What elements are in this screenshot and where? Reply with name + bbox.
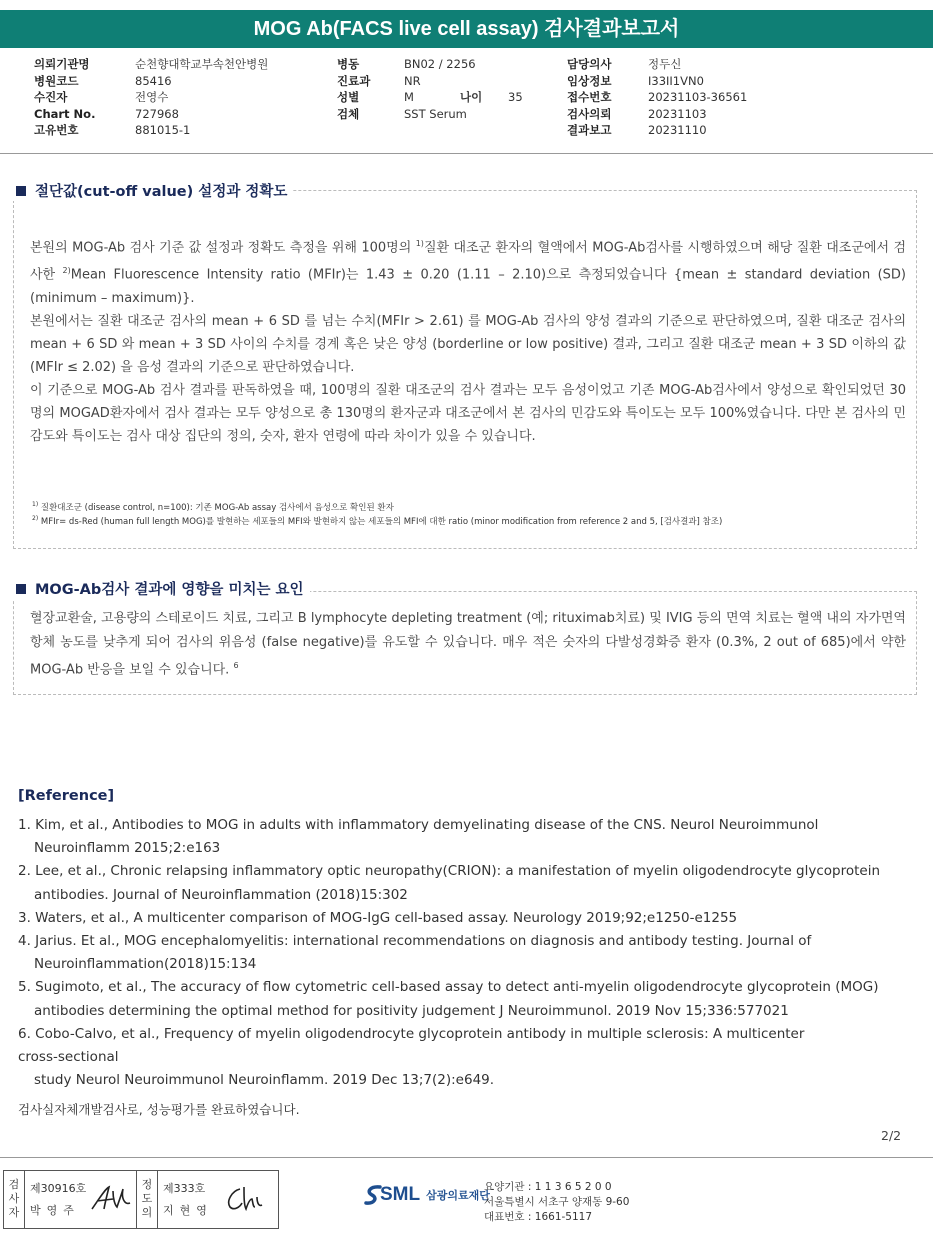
reference-item [18, 976, 918, 1022]
lab-phone: 대표번호 : 1661-5117 [484, 1211, 593, 1223]
footnote-mark: 2) [32, 515, 39, 523]
age-label: 나이 [460, 90, 483, 104]
footnote-text: MFIr= ds-Red (human full length MOG)를 발현하는 세포들의 MFI와 발현하지 않는 세포들의 MFI에 대한 ratio (minor modification from reference 2 and 5, [검사결과] 참조) [40, 517, 723, 527]
sml-logo-text: SML [380, 1184, 421, 1205]
reference-line: 3. Waters, et al., A multicenter comparison of MOG-IgG cell-based assay. Neurology 2019;92;e1250-e1255 [18, 909, 738, 926]
reference-item [18, 860, 918, 906]
reference-line: antibodies determining the optimal method for positivity judgement J Neuroimmunol. 2019 Nov 15;336:577021 [34, 1002, 789, 1019]
reference-line: 4. Jarius. Et al., MOG encephalomyelitis: international recommendations on diagnosis and antibody testing. Journal of [18, 933, 812, 950]
info-row-request-date [567, 106, 747, 123]
info-value: 20231103 [648, 106, 707, 121]
factors-section-heading [12, 578, 310, 599]
patient-info-col2 [337, 56, 523, 122]
info-label: 검체 [337, 106, 360, 121]
body-text: 본원에서는 질환 대조군 검사의 mean + 6 SD 를 넘는 수치(MFIr > 2.61) 를 MOG-Ab 검사의 양성 결과의 기준으로 판단하였으며, 질환 대조군 검사의 mean + 6 SD 와 mean + 3 SD 사이의 수치를 경계 혹은 낮은 양성 (borderline or low positive) 결과, 그리고 질환 대조군 mean + 3 SD 이하의 값 (MFIr ≤ 2.02) 을 음성 결과의 기준으로 판단하였습니다. [30, 313, 906, 375]
info-label: 병원코드 [34, 73, 79, 88]
role-char: 의 [141, 1206, 153, 1219]
age-value: 35 [508, 90, 523, 104]
info-row-clinical-info [567, 73, 747, 90]
body-text: 본원의 MOG-Ab 검사 기준 값 설정과 정확도 측정을 위해 100명의 [30, 240, 416, 256]
role-char: 도 [141, 1192, 153, 1205]
signer-qc-doctor [158, 1171, 269, 1228]
cutoff-section-heading [12, 180, 293, 201]
info-value: 정두신 [648, 57, 682, 71]
sml-logo [364, 1184, 490, 1206]
info-label: 접수번호 [567, 90, 612, 104]
square-bullet-icon [16, 186, 26, 196]
report-title: MOG Ab(FACS live cell assay) 검사결과보고서 [0, 10, 933, 48]
body-text: 이 기준으로 MOG-Ab 검사 결과를 판독하였을 때, 100명의 질환 대조군의 검사 결과는 모두 음성이었고 기존 MOG-Ab검사에서 양성으로 확인되었던 30명의 MOGAD환자에서 검사 결과는 모두 양성으로 총 130명의 환자군과 대조군에서 본 검사의 민감도와 특이도는 모두 100%였습니다. 다만 본 검사의 민감도와 특이도는 검사 대상 집단의 정의, 숫자, 환자 연령에 따라 차이가 있을 수 있습니다. [30, 382, 906, 444]
header-divider [0, 153, 933, 154]
reference-line: study Neurol Neuroimmunol Neuroinflamm. 2019 Dec 13;7(2):e649. [34, 1072, 495, 1089]
lab-code: 요양기관 : 1 1 3 6 5 2 0 0 [484, 1181, 612, 1193]
reference-line: 2. Lee, et al., Chronic relapsing inflammatory optic neuropathy(CRION): a manifestation of myelin oligodendrocyte glycoprotein [18, 863, 881, 880]
footnote-ref: 1) [415, 239, 424, 248]
info-value: 85416 [135, 73, 172, 88]
patient-info-col3 [567, 56, 747, 139]
info-row-unique-no [34, 122, 268, 139]
info-label: 담당의사 [567, 57, 612, 71]
info-row-specimen [337, 106, 523, 123]
reference-list [18, 814, 918, 1092]
lab-info [484, 1180, 629, 1225]
info-value: 순천향대학교부속천안병원 [135, 57, 269, 71]
info-value: 727968 [135, 106, 179, 121]
info-label: 병동 [337, 57, 360, 71]
info-row-patient-name [34, 89, 268, 106]
reference-item [18, 814, 918, 860]
info-row-doctor [567, 56, 747, 73]
info-value: 881015-1 [135, 123, 191, 137]
signer-name: 박영주 [30, 1204, 80, 1217]
footer-divider [0, 1157, 933, 1158]
patient-info-col1 [34, 56, 268, 139]
reference-line: antibodies. Journal of Neuroinflammation (2018)15:302 [34, 886, 408, 903]
footnote-1 [32, 501, 394, 513]
signature-box [3, 1170, 279, 1229]
info-value: 20231110 [648, 123, 707, 137]
reference-item [18, 930, 918, 976]
body-text: 질환 대조군 환자의 혈액에서 MOG-Ab검사를 시행하였으며 해당 질환 대조군에서 검사한 [30, 240, 907, 283]
role-char: 자 [8, 1206, 20, 1219]
square-bullet-icon [16, 584, 26, 594]
signature-icon [89, 1183, 133, 1215]
lab-address: 서울특별시 서초구 양재동 9-60 [484, 1196, 630, 1208]
info-value: 20231103-36561 [648, 90, 748, 104]
info-row-receipt-no [567, 89, 747, 106]
info-row-department [337, 73, 523, 90]
closing-note: 검사실자체개발검사로, 성능평가를 완료하였습니다. [18, 1102, 300, 1117]
info-value: I33II1VN0 [648, 73, 704, 88]
role-char: 검 [8, 1178, 20, 1191]
reference-line: Neuroinflamm 2015;2:e163 [34, 840, 221, 857]
body-text: 혈장교환술, 고용량의 스테로이드 치료, 그리고 B lymphocyte depleting treatment (예; rituximab치료) 및 IVIG 등의 면역 치료는 혈액 내의 자가면역 항체 농도를 낮추게 되어 검사의 위음성 (false negative)를 유도할 수 있습니다. 매우 적은 숫자의 다발성경화증 환자 (0.3%, 2 out of 685)에서 약한 MOG-Ab 반응을 보일 수 있습니다. [30, 611, 906, 678]
info-label: 진료과 [337, 73, 371, 88]
role-char: 사 [8, 1192, 20, 1205]
reference-line: Neuroinflammation(2018)15:134 [34, 956, 257, 973]
info-label: 의뢰기관명 [34, 57, 90, 71]
footnote-mark: 1) [32, 501, 39, 509]
reference-line: 5. Sugimoto, et al., The accuracy of flow cytometric cell-based assay to detect anti-myelin oligodendrocyte glycoprotein (MOG) [18, 979, 879, 996]
footnote-ref: 2) [62, 266, 71, 276]
info-value: NR [404, 73, 421, 88]
signer-name: 지현영 [163, 1204, 213, 1217]
role-examiner [4, 1171, 25, 1228]
info-row-institution [34, 56, 268, 73]
reference-line: cross-sectional [18, 1049, 119, 1066]
info-value: SST Serum [404, 106, 467, 121]
cutoff-section-body [30, 232, 906, 448]
factors-section-body [30, 607, 906, 682]
footnote-2 [32, 515, 722, 527]
info-label: 성별 [337, 90, 360, 104]
info-row-sex-age [337, 89, 523, 106]
signer-reg-no: 제30916호 [30, 1182, 87, 1195]
section-heading-text: 절단값(cut-off value) 설정과 정확도 [35, 184, 288, 200]
role-qc-doctor [137, 1171, 158, 1228]
info-row-report-date [567, 122, 747, 139]
section-heading-text: MOG-Ab검사 결과에 영향을 미치는 요인 [35, 582, 304, 598]
footnote-text: 질환대조군 (disease control, n=100): 기존 MOG-Ab assay 검사에서 음성으로 확인된 환자 [40, 503, 394, 513]
info-value: BN02 / 2256 [404, 57, 476, 71]
info-label: Chart No. [34, 106, 96, 121]
signer-reg-no: 제333호 [163, 1182, 206, 1195]
info-label: 임상정보 [567, 73, 612, 88]
role-char: 정 [141, 1178, 153, 1191]
reference-title: [Reference] [18, 788, 115, 804]
reference-line: 1. Kim, et al., Antibodies to MOG in adults with inflammatory demyelinating disease of the CNS. Neurol Neuroimmunol [18, 817, 819, 833]
signer-examiner [25, 1171, 137, 1228]
info-row-chart-no [34, 106, 268, 123]
body-text: Mean Fluorescence Intensity ratio (MFIr)는 1.43 ± 0.20 (1.11 – 2.10)으로 측정되었습니다 {mean ± standard deviation (SD) (minimum – maximum)}. [30, 267, 906, 306]
info-value: 전영수 [135, 90, 169, 104]
info-row-ward [337, 56, 523, 73]
page-number: 2/2 [881, 1128, 902, 1143]
info-value: M [404, 90, 414, 104]
reference-mark: 6 [233, 661, 239, 670]
reference-item [18, 907, 918, 930]
info-label: 수진자 [34, 90, 68, 104]
info-label: 결과보고 [567, 123, 612, 137]
info-label: 고유번호 [34, 123, 79, 137]
info-label: 검사의뢰 [567, 106, 612, 121]
signature-icon [224, 1183, 266, 1215]
sml-logo-korean: 삼광의료재단 [426, 1189, 490, 1202]
reference-item [18, 1023, 918, 1093]
reference-line: 6. Cobo-Calvo, et al., Frequency of myelin oligodendrocyte glycoprotein antibody in multiple sclerosis: A multicenter [18, 1025, 805, 1042]
info-row-hospital-code [34, 73, 268, 90]
